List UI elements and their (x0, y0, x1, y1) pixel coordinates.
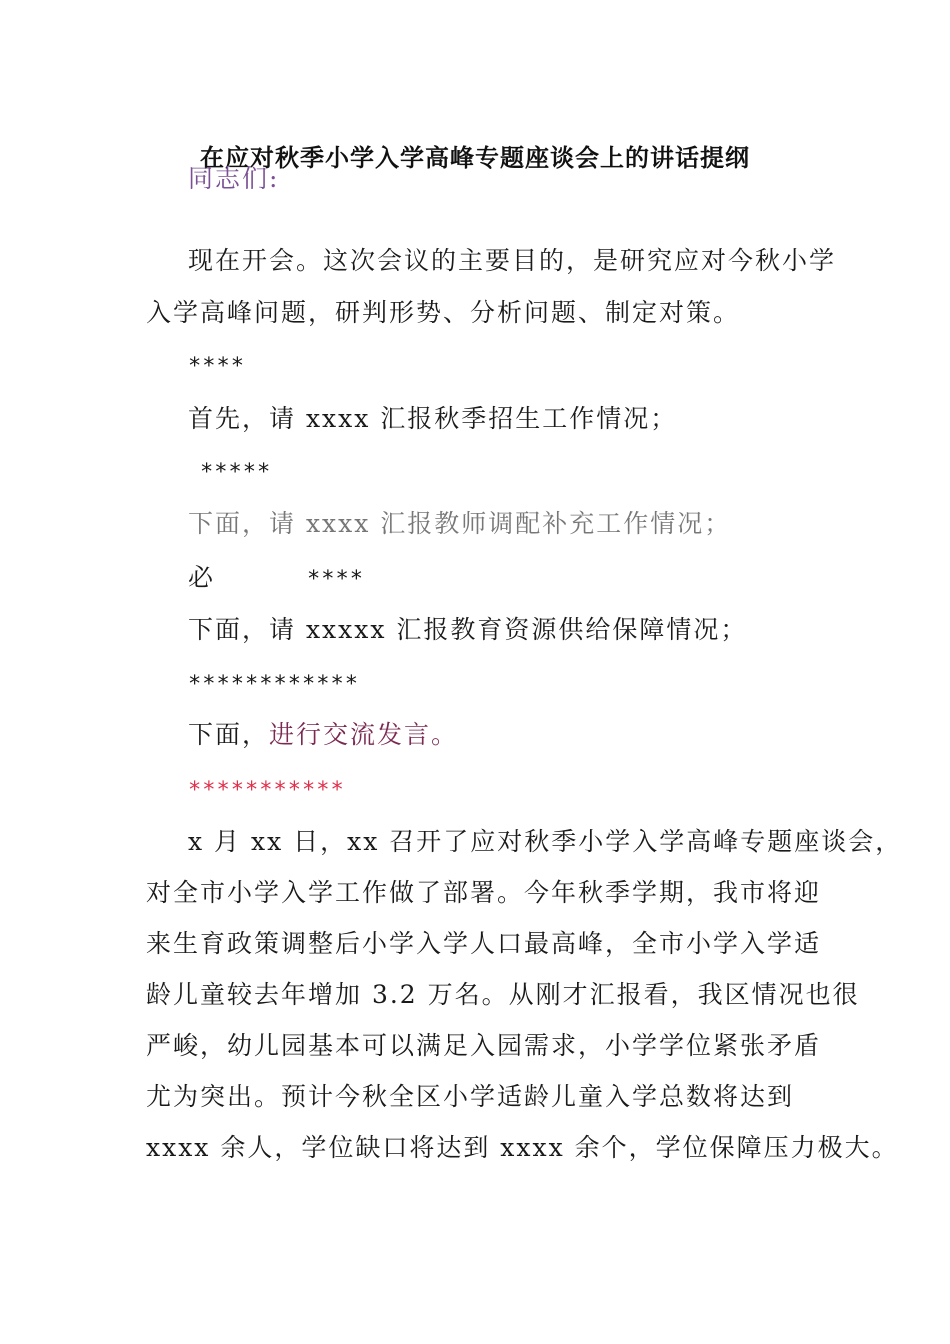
stars-2: ***** (200, 460, 272, 485)
body-line-3: 来生育政策调整后小学入学人口最高峰，全市小学入学适 (146, 929, 822, 958)
report-line-1: 首先，请 xxxx 汇报秋季招生工作情况； (188, 404, 678, 433)
stars-4: ************ (188, 672, 359, 697)
opening-line-1: 现在开会。这次会议的主要目的，是研究应对今秋小学 (188, 246, 837, 275)
stars-5: *********** (188, 778, 345, 803)
greeting: 同志们: (188, 164, 280, 193)
report-line-2: 下面，请 xxxx 汇报教师调配补充工作情况； (188, 509, 732, 538)
opening-line-2: 入学高峰问题，研判形势、分析问题、制定对策。 (146, 298, 741, 327)
body-line-2: 对全市小学入学工作做了部署。今年秋季学期，我市将迎 (146, 878, 822, 907)
bi-line (188, 561, 364, 597)
stars-1: **** (188, 354, 245, 379)
report-line-3: 下面，请 xxxxx 汇报教育资源供给保障情况； (188, 615, 748, 644)
exchange-part-1: 下面， (188, 720, 270, 749)
body-line-4: 龄儿童较去年增加 3.2 万名。从刚才汇报看，我区情况也很 (146, 980, 860, 1009)
bi-char: 必 (188, 563, 216, 592)
body-line-1: x 月 xx 日，xx 召开了应对秋季小学入学高峰专题座谈会， (188, 827, 903, 856)
exchange-line (188, 718, 458, 752)
document-title: 在应对秋季小学入学高峰专题座谈会上的讲话提纲 (200, 143, 750, 172)
exchange-part-2: 进行交流发言。 (269, 720, 459, 749)
body-line-7: xxxx 余人，学位缺口将达到 xxxx 余个，学位保障压力极大。 (146, 1133, 899, 1162)
body-line-6: 尤为突出。预计今秋全区小学适龄儿童入学总数将达到 (146, 1082, 795, 1111)
stars-3: **** (307, 567, 364, 592)
body-line-5: 严峻，幼儿园基本可以满足入园需求，小学学位紧张矛盾 (146, 1031, 822, 1060)
